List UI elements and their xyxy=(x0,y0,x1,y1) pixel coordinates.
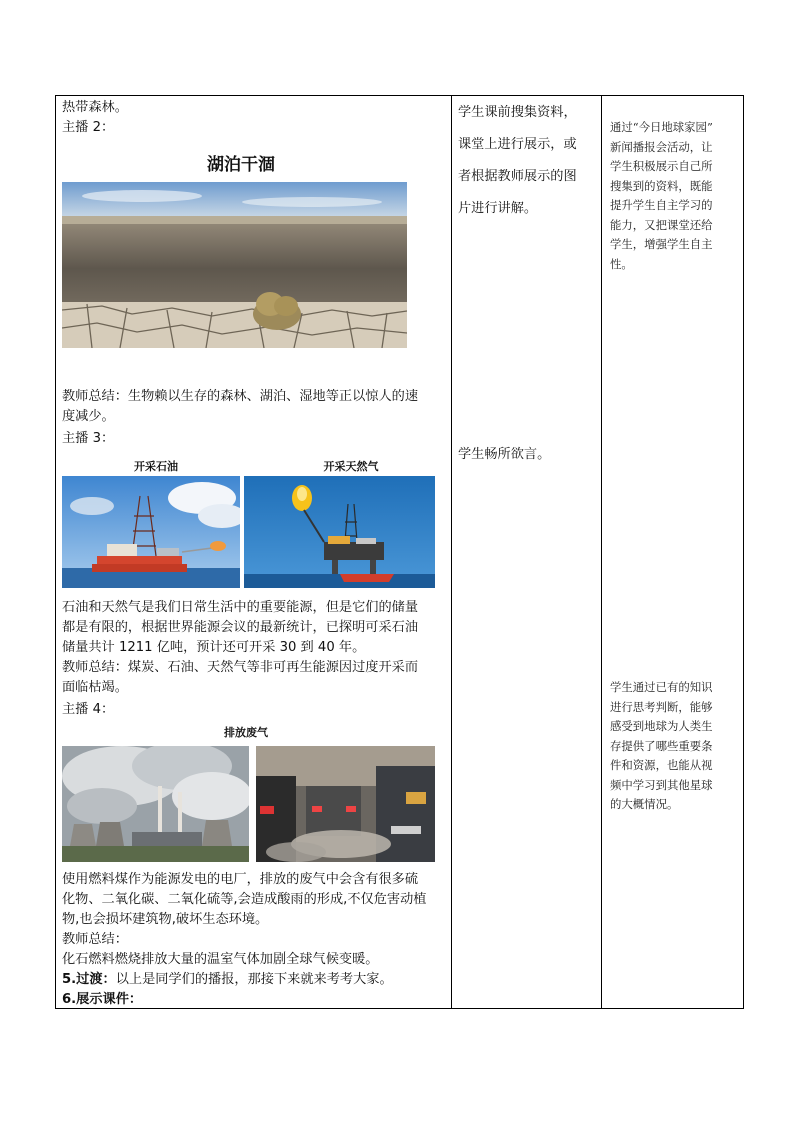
paragraph-line: 化物、二氧化碳、二氧化硫等,会造成酸雨的形成,不仅危害动植 xyxy=(62,892,427,907)
teacher-summary-line: 度减少。 xyxy=(62,409,115,424)
note-line: 性。 xyxy=(610,256,633,271)
teaching-process-cell xyxy=(56,96,452,1009)
paragraph-line: 使用燃料煤作为能源发电的电厂，排放的废气中会含有很多硫 xyxy=(62,872,419,887)
design-note-2 xyxy=(610,678,740,815)
student-activity-cell xyxy=(452,96,602,1009)
note-line: 进行思考判断，能够 xyxy=(610,699,713,714)
note-line: 学生，增强学生自主 xyxy=(610,237,713,251)
paragraph-line: 物,也会损坏建筑物,破坏生态环境。 xyxy=(62,912,269,927)
activity-line: 片进行讲解。 xyxy=(458,201,538,216)
teacher-summary-line: 教师总结：生物赖以生存的森林、湖泊、湿地等正以惊人的速 xyxy=(62,389,419,404)
figure-title-lake: 湖泊干涸 xyxy=(207,155,275,175)
paragraph-line: 储量共计 1211 亿吨，预计还可开采 30 到 40 年。 xyxy=(62,640,366,655)
gas-platform-image xyxy=(244,476,435,588)
table-row xyxy=(56,96,744,1009)
design-intent-cell xyxy=(602,96,744,1009)
step-5-text: 以上是同学们的播报，那接下来就来考考大家。 xyxy=(115,972,393,987)
step-6-label: 6.展示课件： xyxy=(62,992,143,1007)
traffic-exhaust-image xyxy=(256,746,435,862)
lesson-plan-table xyxy=(55,95,744,1009)
host-2-label: 主播 2： xyxy=(62,120,115,135)
dried-lake-image xyxy=(62,182,407,348)
activity-line: 课堂上进行展示，或 xyxy=(458,137,577,152)
note-line: 件和资源，也能从视 xyxy=(610,758,713,772)
oil-platform-image xyxy=(62,476,240,588)
activity-line: 学生畅所欲言。 xyxy=(458,447,551,462)
note-line: 能力，又把课堂还给 xyxy=(610,217,713,232)
note-line: 提升学生自主学习的 xyxy=(610,198,713,212)
note-line: 感受到地球为人类生 xyxy=(610,719,713,733)
teacher-summary-line: 教师总结：煤炭、石油、天然气等非可再生能源因过度开采而 xyxy=(62,660,419,675)
step-5-line xyxy=(62,970,393,990)
note-line: 新闻播报会活动，让 xyxy=(610,139,713,154)
note-line: 存提供了哪些重要条 xyxy=(610,738,713,753)
note-line: 通过“今日地球家园” xyxy=(610,120,713,134)
host-3-label: 主播 3： xyxy=(62,431,115,446)
teacher-summary-label: 教师总结： xyxy=(62,932,128,947)
host-4-label: 主播 4： xyxy=(62,702,115,717)
paragraph-line: 石油和天然气是我们日常生活中的重要能源，但是它们的储量 xyxy=(62,600,419,615)
figure-title-oil: 开采石油 xyxy=(134,460,178,473)
activity-line: 者根据教师展示的图 xyxy=(458,169,577,184)
note-line: 搜集到的资料，既能 xyxy=(610,178,713,193)
step-5-label: 5.过渡： xyxy=(62,972,116,987)
design-note-1 xyxy=(610,118,740,274)
teacher-summary-line: 化石燃料燃烧排放大量的温室气体加剧全球气候变暖。 xyxy=(62,952,379,967)
paragraph-line: 都是有限的，根据世界能源会议的最新统计，已探明可采石油 xyxy=(62,620,419,635)
note-line: 频中学习到其他星球 xyxy=(610,777,713,792)
power-plant-image xyxy=(62,746,249,862)
activity-line: 学生课前搜集资料， xyxy=(458,105,577,120)
figure-title-gas: 开采天然气 xyxy=(323,460,379,473)
teacher-summary-line: 面临枯竭。 xyxy=(62,680,128,695)
note-line: 学生通过已有的知识 xyxy=(610,680,713,694)
figure-title-exhaust: 排放废气 xyxy=(224,726,268,739)
note-line: 的大概情况。 xyxy=(610,797,679,811)
note-line: 学生积极展示自己所 xyxy=(610,159,713,173)
text-line: 热带森林。 xyxy=(62,100,128,115)
